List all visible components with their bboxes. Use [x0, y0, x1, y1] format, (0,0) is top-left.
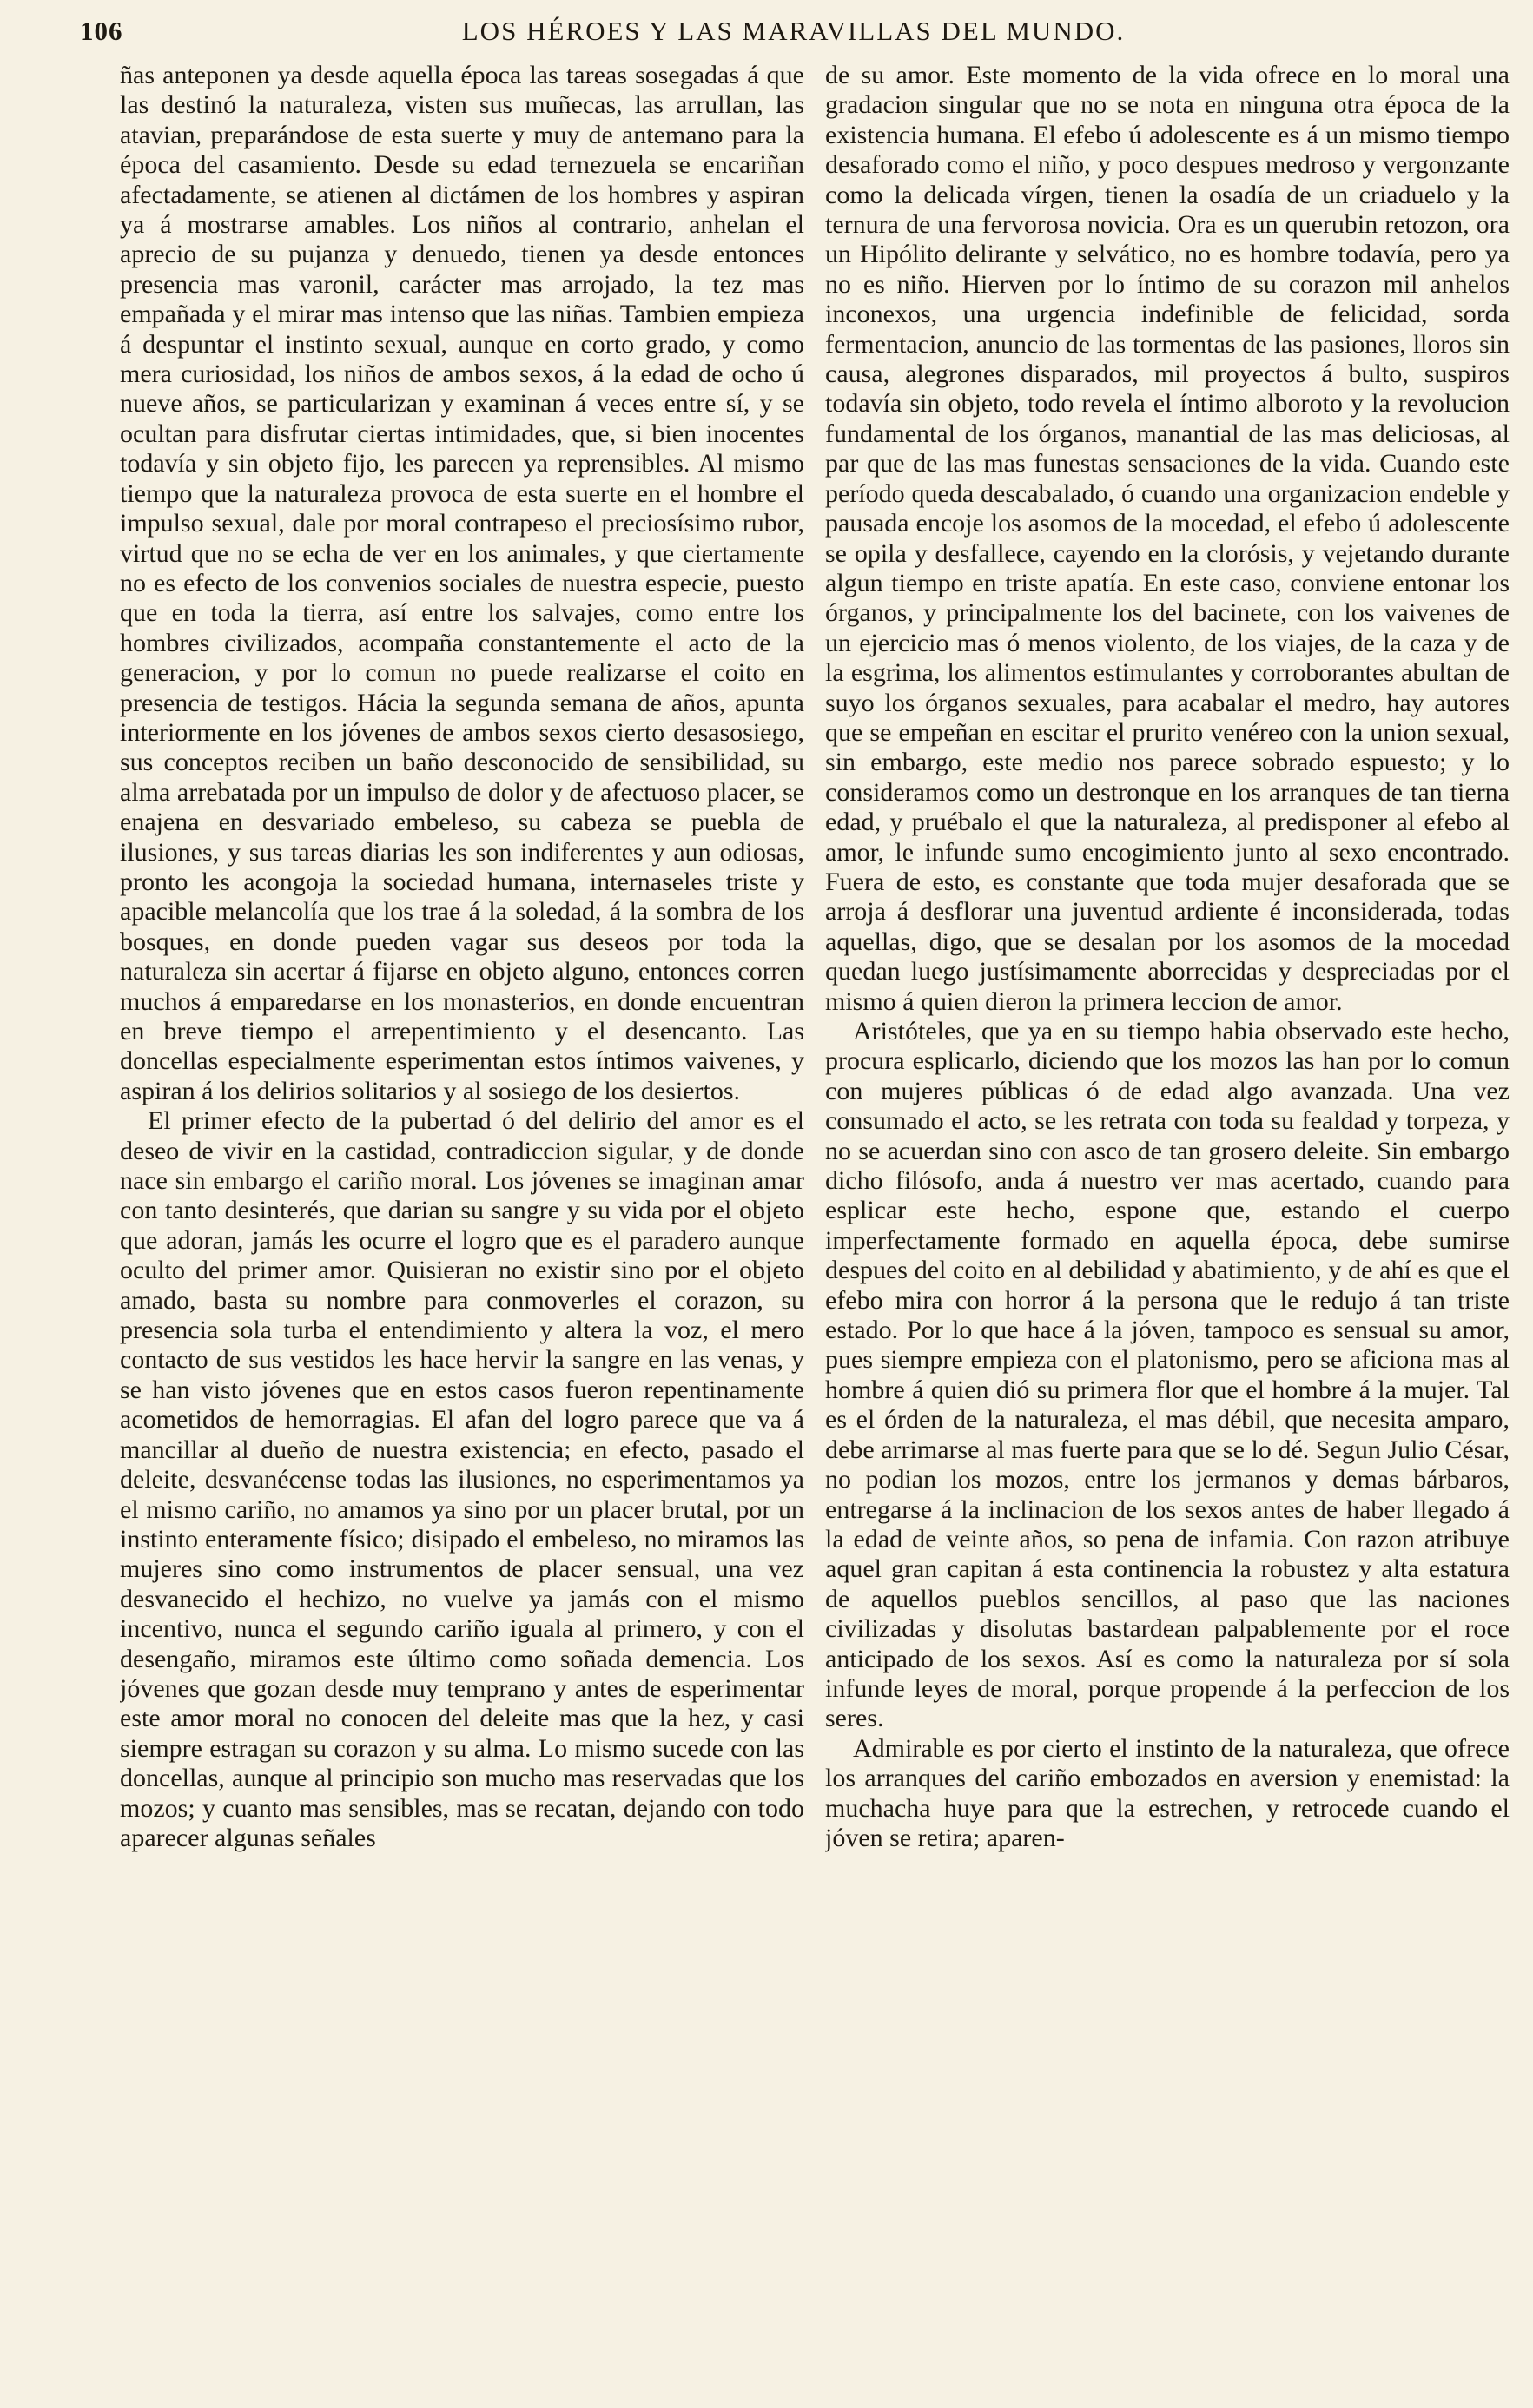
right-column — [825, 61, 1510, 2388]
left-column — [120, 61, 804, 2388]
page-header — [80, 12, 1507, 50]
page-number: 106 — [80, 16, 123, 46]
running-title: LOS HÉROES Y LAS MARAVILLAS DEL MUNDO. — [461, 16, 1126, 46]
left-paragraph-1: ñas anteponen ya desde aquella época las tareas sosegadas á que las destinó la naturaleza, visten sus muñecas, las arrullan, las atavian, preparándose de esta suerte y muy de antemano para la época del casamiento. Desde su edad ternezuela se encariñan afectadamente, se atienen al dictámen de los hombres y aspiran ya á mostrarse amables. Los niños al contrario, anhelan el aprecio de su pujanza y denuedo, tienen ya desde entonces presencia mas varonil, carácter mas arrojado, la tez mas empañada y el mirar mas intenso que las niñas. Tambien empieza á despuntar el instinto sexual, aunque en corto grado, y como mera curiosidad, los niños de ambos sexos, á la edad de ocho ú nueve años, se particularizan y examinan á veces entre sí, y se ocultan para disfrutar ciertas intimidades, que, si bien inocentes todavía y sin objeto fijo, les parecen ya reprensibles. Al mismo tiempo que la naturaleza provoca de esta suerte en el hombre el impulso sexual, dale por moral contrapeso el preciosísimo rubor, virtud que no se echa de ver en los animales, y que ciertamente no es efecto de los convenios sociales de nuestra especie, puesto que en toda la tierra, así entre los salvajes, como entre los hombres civilizados, acompaña constantemente el acto de la generacion, y por lo comun no puede realizarse el coito en presencia de testigos. Hácia la segunda semana de años, apunta interiormente en los jóvenes de ambos sexos cierto desasosiego, sus conceptos reciben un baño desconocido de sensibilidad, su alma arrebatada por un impulso de dolor y de afectuoso placer, se enajena en desvariado embeleso, su cabeza se puebla de ilusiones, y sus tareas diarias les son indiferentes y aun odiosas, pronto les acongoja la sociedad humana, internaseles triste y apacible melancolía que los trae á la soledad, á la sombra de los bosques, en donde pueden vagar sus deseos por toda la naturaleza sin acertar á fijarse en objeto alguno, entonces corren muchos á emparedarse en los monasterios, en donde encuentran en breve tiempo el arrepentimiento y el desencanto. Las doncellas especialmente esperimentan estos íntimos vaivenes, y aspiran á los delirios solitarios y al sosiego de los desiertos. — [120, 61, 804, 1105]
right-paragraph-2: Aristóteles, que ya en su tiempo habia observado este hecho, procura esplicarlo, diciendo que los mozos las han por lo comun con mujeres públicas ó de edad algo avanzada. Una vez consumado el acto, se les retrata con toda su fealdad y torpeza, y no se acuerdan sino con asco de tan grosero deleite. Sin embargo dicho filósofo, anda á nuestro ver mas acertado, cuando para esplicar este hecho, espone que, estando el cuerpo imperfectamente formado en aquella época, debe sumirse despues del coito en al debilidad y abatimiento, y de ahí es que el efebo mira con horror á la persona que le redujo á tan triste estado. Por lo que hace á la jóven, tampoco es sensual su amor, pues siempre empieza con el platonismo, pero se aficiona mas al hombre á quien dió su primera flor que el hombre á la mujer. Tal es el órden de la naturaleza, el mas débil, que necesita amparo, debe arrimarse al mas fuerte para que se lo dé. Segun Julio César, no podian los mozos, entre los jermanos y demas bárbaros, entregarse á la inclinacion de los sexos antes de haber llegado á la edad de veinte años, so pena de infamia. Con razon atribuye aquel gran capitan á esta continencia la robustez y alta estatura de aquellos pueblos sencillos, al paso que las naciones civilizadas y disolutas bastardean palpablemente por el roce anticipado de los sexos. Así es como la naturaleza por sí sola infunde leyes de moral, porque propende á la perfeccion de los seres. — [825, 1017, 1510, 1733]
left-paragraph-2: El primer efecto de la pubertad ó del delirio del amor es el deseo de vivir en la castidad, contradiccion sigular, y de donde nace sin embargo el cariño moral. Los jóvenes se imaginan amar con tanto desinterés, que darian su sangre y su vida por el objeto que adoran, jamás les ocurre el logro que es el paradero aunque oculto del primer amor. Quisieran no existir sino por el objeto amado, basta su nombre para conmoverles el corazon, su presencia sola turba el entendimiento y altera la voz, el mero contacto de sus vestidos les hace hervir la sangre en las venas, y se han visto jóvenes que en estos casos fueron repentinamente acometidos de hemorragias. El afan del logro parece que va á mancillar al dueño de nuestra existencia; en efecto, pasado el deleite, desvanécense todas las ilusiones, no esperimentamos ya el mismo cariño, no amamos ya sino por un placer brutal, por un instinto enteramente físico; disipado el embeleso, no miramos las mujeres sino como instrumentos de placer sensual, una vez desvanecido el hechizo, no vuelve ya jamás con el mismo incentivo, nunca el segundo cariño iguala al primero, y con el desengaño, miramos este último como soñada demencia. Los jóvenes que gozan desde muy temprano y antes de esperimentar este amor moral no conocen del deleite mas que la hez, y casi siempre estragan su corazon y su alma. Lo mismo sucede con las doncellas, aunque al principio son mucho mas reservadas que los mozos; y cuanto mas sensibles, mas se recatan, dejando con todo aparecer algunas señales — [120, 1106, 804, 1852]
text-columns — [120, 61, 1510, 2388]
right-paragraph-3: Admirable es por cierto el instinto de la naturaleza, que ofrece los arranques del cariño embozados en aversion y enemistad: la muchacha huye para que la estrechen, y retrocede cuando el jóven se retira; aparen- — [825, 1733, 1510, 1852]
right-paragraph-1: de su amor. Este momento de la vida ofrece en lo moral una gradacion singular que no se nota en ninguna otra época de la existencia humana. El efebo ú adolescente es á un mismo tiempo desaforado como el niño, y poco despues medroso y vergonzante como la delicada vírgen, tienen la osadía de un criaduelo y la ternura de una fervorosa novicia. Ora es un querubin retozon, ora un Hipólito delirante y selvático, no es hombre todavía, pero ya no es niño. Hierven por lo íntimo de su corazon mil anhelos inconexos, una urgencia indefinible de felicidad, sorda fermentacion, anuncio de las tormentas de las pasiones, lloros sin causa, alegrones disparados, mil proyectos á bulto, suspiros todavía sin objeto, todo revela el íntimo alboroto y la revolucion fundamental de los órganos, manantial de las mas deliciosas, al par que de las mas funestas sensaciones de la vida. Cuando este período queda descabalado, ó cuando una organizacion endeble y pausada encoje los asomos de la mocedad, el efebo ú adolescente se opila y desfallece, cayendo en la clorósis, y vejetando durante algun tiempo en triste apatía. En este caso, conviene entonar los órganos, y principalmente los del bacinete, con los vaivenes de un ejercicio mas ó menos violento, de los viajes, de la caza y de la esgrima, los alimentos estimulantes y corroborantes abultan de suyo los órganos sexuales, para acabalar el medro, hay autores que se empeñan en escitar el prurito venéreo con la union sexual, sin embargo, este medio nos parece sobrado espuesto; y lo consideramos como un destronque en los arranques de tan tierna edad, y pruébalo el que la naturaleza, al predisponer al efebo al amor, le infunde sumo encogimiento junto al sexo encontrado. Fuera de esto, es constante que toda mujer desaforada que se arroja á desflorar una juventud ardiente é inconsiderada, todas aquellas, digo, que se desalan por los asomos de la mocedad quedan luego justísimamente aborrecidas y despreciadas por el mismo á quien dieron la primera leccion de amor. — [825, 61, 1510, 1016]
